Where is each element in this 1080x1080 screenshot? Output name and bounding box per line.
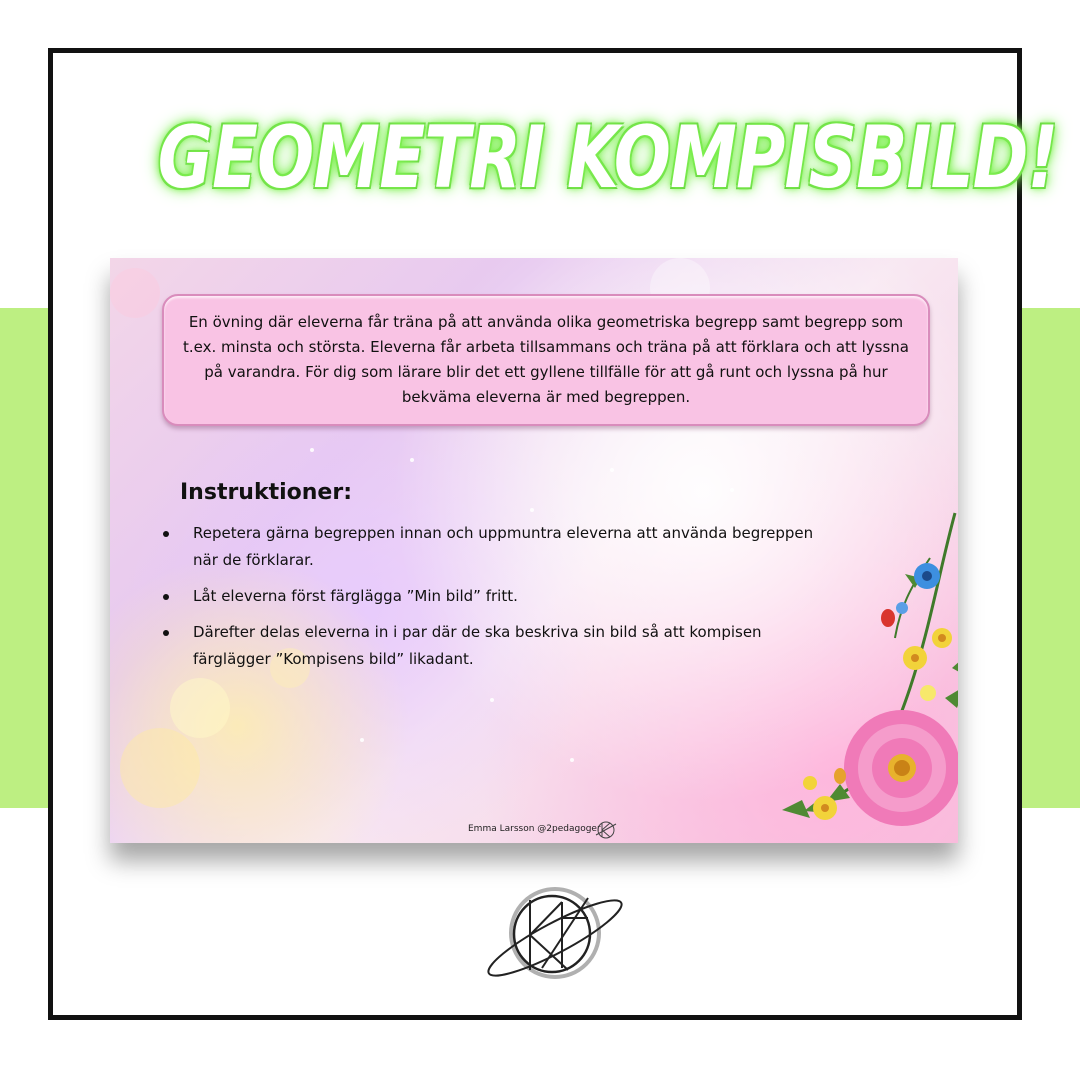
list-item: Därefter delas eleverna in i par där de ska beskriva sin bild så att kompisen färglägger ”Kompisens bild” likadant.: [160, 619, 820, 673]
planet-logo: [480, 878, 630, 988]
preview-slide: [110, 258, 958, 843]
sparkle: [530, 508, 534, 512]
bokeh-circle: [170, 678, 230, 738]
list-item: Låt eleverna först färglägga ”Min bild” fritt.: [160, 583, 820, 610]
bokeh-circle: [110, 268, 160, 318]
page-title: GEOMETRI KOMPISBILD!: [157, 108, 1058, 208]
bokeh-circle: [120, 728, 200, 808]
sparkle: [490, 698, 494, 702]
planet-icon: [594, 819, 618, 841]
intro-box: [162, 294, 930, 426]
sparkle: [310, 448, 314, 452]
sparkle: [410, 458, 414, 462]
sparkle: [730, 488, 734, 492]
list-item: Repetera gärna begreppen innan och uppmuntra eleverna att använda begreppen när de förklarar.: [160, 520, 820, 574]
sparkle: [360, 738, 364, 742]
flower-bouquet-decoration: [670, 508, 958, 838]
intro-text: En övning där eleverna får träna på att använda olika geometriska begrepp samt begrepp som t.ex. minsta och största. Eleverna får arbeta tillsammans och träna på att förklara och att lyssna på varandra. För dig som lärare blir det ett gyllene tillfälle för att gå runt och lyssna på hur bekväma eleverna är med begreppen.: [183, 313, 909, 406]
sparkle: [610, 468, 614, 472]
instructions-heading: Instruktioner:: [180, 480, 353, 505]
sparkle: [570, 758, 574, 762]
credit-text: Emma Larsson @2pedagoger: [468, 824, 601, 834]
